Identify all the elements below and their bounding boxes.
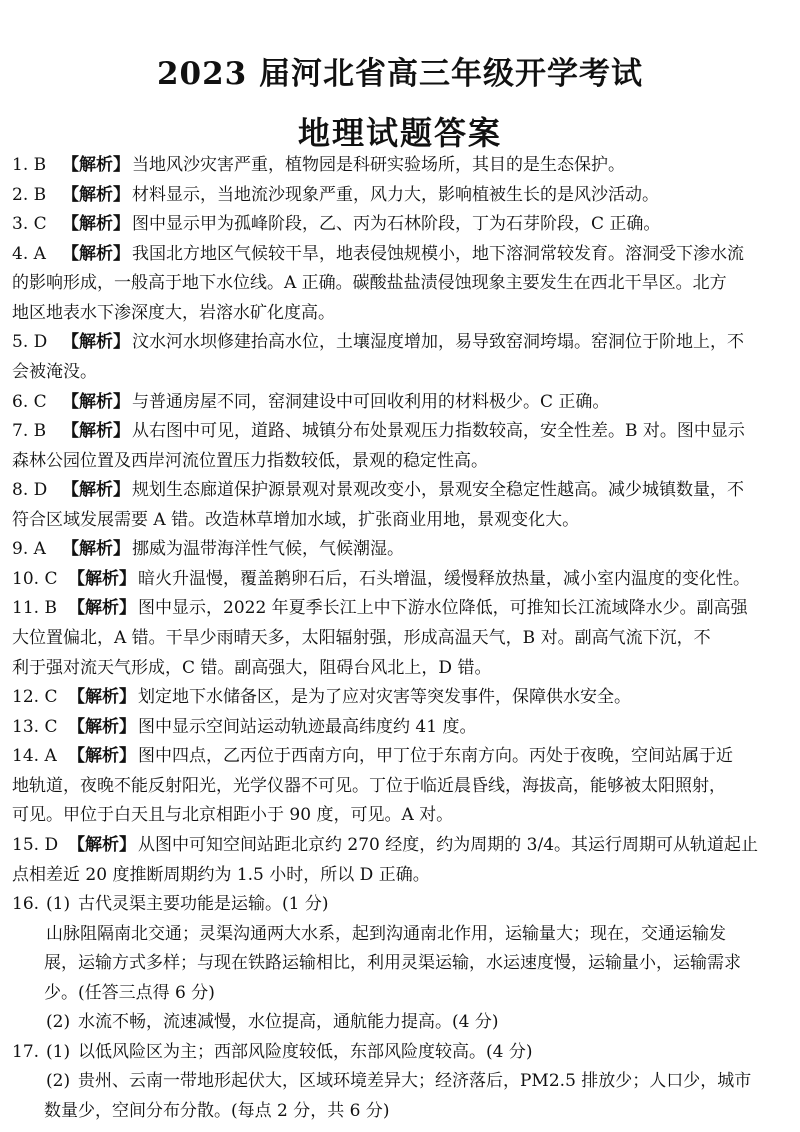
answer-text: 从右图中可见，道路、城镇分布处景观压力指数较高，安全性差。B 对。图中显示 <box>132 421 745 441</box>
answer-11-line-3: 利于强对流天气形成，C 错。副高强大，阻碍台风北上，D 错。 <box>12 658 492 678</box>
answer-text: 古代灵渠主要功能是运输。(1 分) <box>78 894 329 914</box>
part-label: (2) <box>46 1071 71 1091</box>
answer-3 <box>12 209 792 239</box>
answer-text: 图中四点，乙丙位于西南方向，甲丁位于东南方向。丙处于夜晚，空间站属于近 <box>138 746 733 766</box>
answer-11-line-2: 大位置偏北，A 错。干旱少雨晴天多，太阳辐射强，形成高温天气，B 对。副高气流下沉，不 <box>12 628 711 648</box>
analysis-tag: 【解析】 <box>62 421 130 441</box>
answer-text: 从图中可知空间站距北京约 270 经度，约为周期的 3/4。其运行周期可从轨道起止 <box>138 835 759 855</box>
analysis-tag: 【解析】 <box>68 687 136 707</box>
analysis-tag: 【解析】 <box>68 835 136 855</box>
answer-text: 当地风沙灾害严重，植物园是科研实验场所，其目的是生态保护。 <box>132 155 625 175</box>
answer-10 <box>12 564 792 594</box>
answer-text: 以低风险区为主；西部风险度较低，东部风险度较高。(4 分) <box>78 1042 533 1062</box>
answer-text: 划定地下水储备区，是为了应对灾害等突发事件，保障供水安全。 <box>138 687 631 707</box>
answer-number: 2. B <box>12 185 47 205</box>
answer-text: 图中显示，2022 年夏季长江上中下游水位降低，可推知长江流域降水少。副高强 <box>138 598 748 618</box>
answer-text: 图中显示空间站运动轨迹最高纬度约 41 度。 <box>138 717 477 737</box>
answer-number: 5. D <box>12 332 48 352</box>
answer-text: 图中显示甲为孤峰阶段，乙、丙为石林阶段，丁为石芽阶段，C 正确。 <box>132 214 661 234</box>
analysis-tag: 【解析】 <box>68 746 136 766</box>
part-label: (2) <box>46 1012 71 1032</box>
analysis-tag: 【解析】 <box>62 480 130 500</box>
answer-14-line-3: 可见。甲位于白天且与北京相距小于 90 度，可见。A 对。 <box>12 805 454 825</box>
answer-text: 我国北方地区气候较干旱，地表侵蚀规模小，地下溶洞常较发育。溶洞受下渗水流 <box>132 244 744 264</box>
analysis-tag: 【解析】 <box>62 539 130 559</box>
answer-number: 14. A <box>12 746 57 766</box>
answer-12 <box>12 682 792 712</box>
answer-16-line-3: 展，运输方式多样；与现在铁路运输相比，利用灵渠运输，水运速度慢，运输量小，运输需求 <box>44 953 741 973</box>
answer-number: 13. C <box>12 717 58 737</box>
answer-number: 9. A <box>12 539 46 559</box>
answer-text: 贵州、云南一带地形起伏大，区域环境差异大；经济落后，PM2.5 排放少；人口少，城市 <box>78 1071 752 1091</box>
answer-number: 7. B <box>12 421 47 441</box>
answer-8 <box>12 475 792 505</box>
answer-number: 8. D <box>12 480 48 500</box>
answer-8-line-2: 符合区域发展需要 A 错。改造林草增加水域，扩张商业用地，景观变化大。 <box>12 510 580 530</box>
answer-text: 水流不畅，流速减慢，水位提高，通航能力提高。(4 分) <box>78 1012 499 1032</box>
answer-4-line-2: 的影响形成，一般高于地下水位线。A 正确。碳酸盐盐渍侵蚀现象主要发生在西北干旱区。北方 <box>12 273 727 293</box>
answer-13 <box>12 712 792 742</box>
answer-4-line-3: 地区地表水下渗深度大，岩溶水矿化度高。 <box>12 303 335 323</box>
answer-number: 3. C <box>12 214 47 234</box>
answer-9 <box>12 534 792 564</box>
analysis-tag: 【解析】 <box>68 717 136 737</box>
answer-text: 汶水河水坝修建抬高水位，土壤湿度增加，易导致窑洞垮塌。窑洞位于阶地上，不 <box>132 332 744 352</box>
analysis-tag: 【解析】 <box>62 185 130 205</box>
answer-5 <box>12 327 792 357</box>
answer-15-line-2: 点相差近 20 度推断周期约为 1.5 小时，所以 D 正确。 <box>12 865 430 885</box>
answer-number: 11. B <box>12 598 57 618</box>
answer-number: 6. C <box>12 392 47 412</box>
analysis-tag: 【解析】 <box>62 332 130 352</box>
part-label: (1) <box>46 1042 71 1062</box>
answer-text: 数量少，空间分布分散。(每点 2 分，共 6 分) <box>44 1101 390 1121</box>
answer-text: 材料显示，当地流沙现象严重，风力大，影响植被生长的是风沙活动。 <box>132 185 659 205</box>
analysis-tag: 【解析】 <box>62 214 130 234</box>
answer-number: 10. C <box>12 569 58 589</box>
analysis-tag: 【解析】 <box>68 569 136 589</box>
answer-text: 挪威为温带海洋性气候，气候潮湿。 <box>132 539 404 559</box>
analysis-tag: 【解析】 <box>68 598 136 618</box>
answer-number: 4. A <box>12 244 46 264</box>
answer-6 <box>12 387 792 417</box>
analysis-tag: 【解析】 <box>62 155 130 175</box>
answer-number: 16. <box>12 894 40 914</box>
answer-2 <box>12 180 792 210</box>
answer-7 <box>12 416 792 446</box>
answer-14 <box>12 741 792 771</box>
analysis-tag: 【解析】 <box>62 244 130 264</box>
answer-number: 15. D <box>12 835 59 855</box>
answer-text: 规划生态廊道保护源景观对景观改变小，景观安全稳定性越高。减少城镇数量，不 <box>132 480 744 500</box>
answer-number: 17. <box>12 1042 40 1062</box>
answer-14-line-2: 地轨道，夜晚不能反射阳光，光学仪器不可见。丁位于临近晨昏线，海拔高，能够被太阳照射， <box>12 776 726 796</box>
answer-4 <box>12 239 792 269</box>
answer-number: 12. C <box>12 687 58 707</box>
answer-number: 1. B <box>12 155 47 175</box>
answer-text: 暗火升温慢，覆盖鹅卵石后，石头增温，缓慢释放热量，减小室内温度的变化性。 <box>138 569 750 589</box>
answer-16-line-4: 少。(任答三点得 6 分) <box>44 983 215 1003</box>
exam-title: 2023 届河北省高三年级开学考试 <box>156 56 644 92</box>
answer-11 <box>12 593 792 623</box>
answer-text: 与普通房屋不同，窑洞建设中可回收利用的材料极少。C 正确。 <box>132 392 610 412</box>
answer-16 <box>12 889 792 919</box>
part-label: (1) <box>46 894 71 914</box>
answer-16-line-2: 山脉阻隔南北交通；灵渠沟通两大水系，起到沟通南北作用，运输量大；现在，交通运输发 <box>46 924 726 944</box>
answer-5-line-2: 会被淹没。 <box>12 362 97 382</box>
answer-7-line-2: 森林公园位置及西岸河流位置压力指数较低，景观的稳定性高。 <box>12 451 488 471</box>
answer-1 <box>12 150 792 180</box>
exam-subtitle: 地理试题答案 <box>297 114 502 152</box>
answer-15 <box>12 830 792 860</box>
analysis-tag: 【解析】 <box>62 392 130 412</box>
